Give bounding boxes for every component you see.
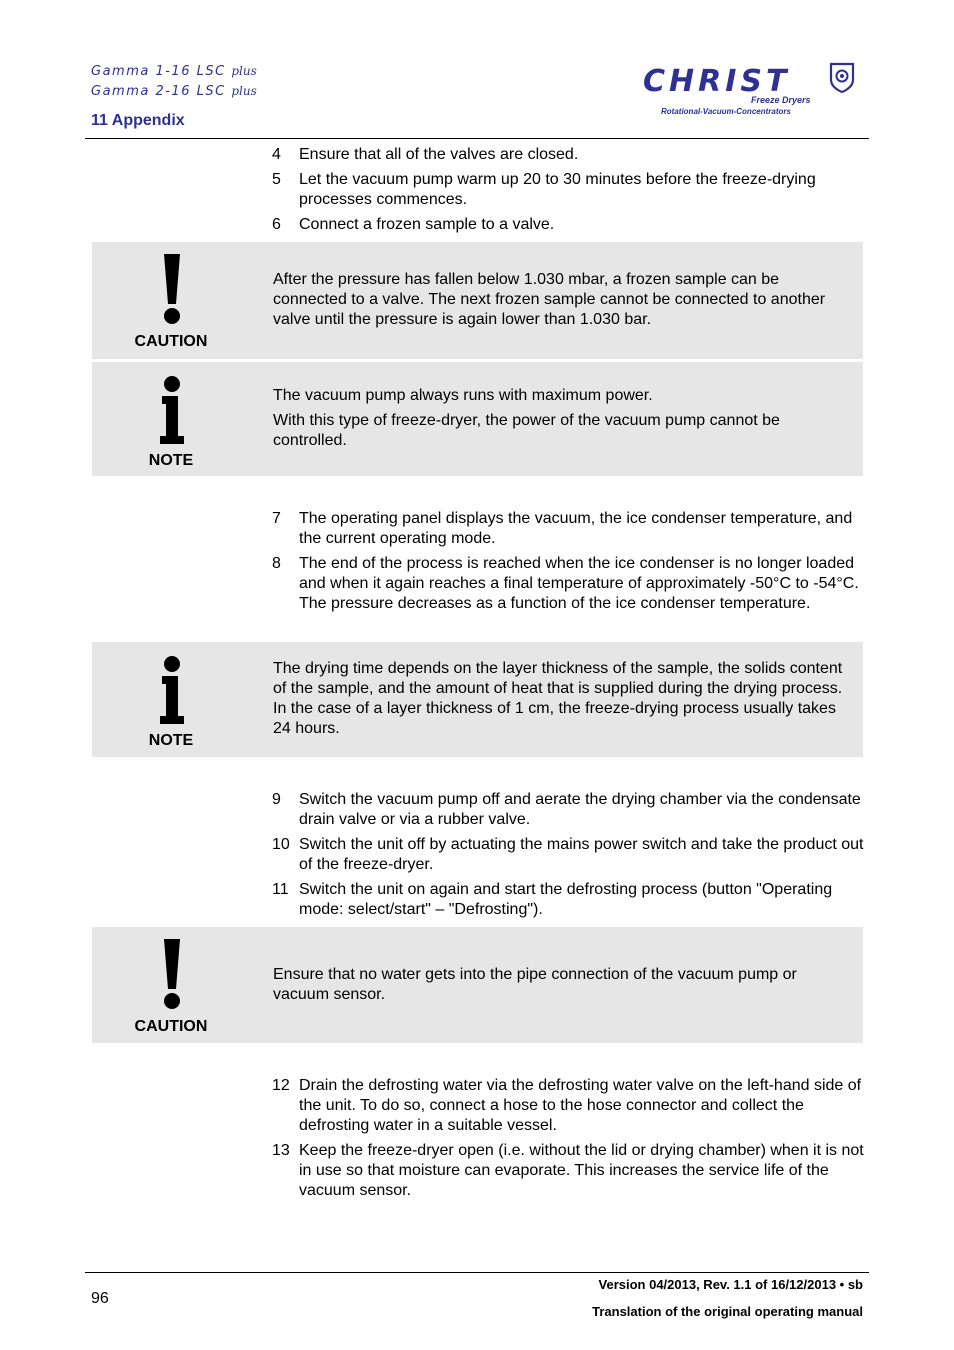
note-box <box>92 362 863 476</box>
step-number: 9 <box>272 791 281 808</box>
model-line-1 <box>91 64 257 79</box>
step-number: 4 <box>272 146 281 163</box>
step-text: Keep the freeze-dryer open (i.e. without the lid or drying chamber) when it is not in use so that moisture can evaporate. This increases the service life of the vacuum sensor. <box>299 1142 864 1199</box>
step-number: 8 <box>272 555 281 572</box>
header-rule <box>85 138 869 139</box>
list-item <box>272 170 864 210</box>
notice-label: NOTE <box>148 732 194 749</box>
step-text: Let the vacuum pump warm up 20 to 30 minutes before the freeze-drying processes commences. <box>299 171 816 208</box>
step-number: 13 <box>272 1142 290 1159</box>
caution-box <box>92 927 863 1043</box>
section-title: 11 Appendix <box>91 112 185 129</box>
list-item <box>272 790 864 830</box>
footer-rule <box>85 1272 869 1273</box>
steps-group-a <box>272 145 864 240</box>
logo-emblem-icon <box>829 62 855 94</box>
notice-text <box>273 386 855 456</box>
notice-text <box>273 659 855 744</box>
exclamation-icon <box>142 250 202 330</box>
logo-tagline-1: Freeze Dryers <box>751 95 811 105</box>
step-text: Connect a frozen sample to a valve. <box>299 216 555 233</box>
step-text: The operating panel displays the vacuum, the ice condenser temperature, and the current operating mode. <box>299 510 853 547</box>
notice-label: CAUTION <box>134 1018 208 1035</box>
translation-note: Translation of the original operating manual <box>592 1304 863 1319</box>
step-number: 12 <box>272 1077 290 1094</box>
list-item <box>272 554 864 614</box>
step-number: 5 <box>272 171 281 188</box>
steps-group-c <box>272 790 864 925</box>
notice-label: CAUTION <box>134 333 208 350</box>
paragraph: The vacuum pump always runs with maximum power. <box>273 387 653 404</box>
page-number: 96 <box>91 1290 109 1307</box>
step-number: 6 <box>272 216 281 233</box>
paragraph: The drying time depends on the layer thickness of the sample, the solids content of the sample, and the amount of heat that is supplied during the drying process. In the case of a layer thickness of 1 cm, the freeze-drying process usually takes 24 hours. <box>273 660 843 737</box>
notice-label: NOTE <box>148 452 194 469</box>
model-suffix: plus <box>231 64 257 78</box>
model-name: Gamma 2-16 LSC <box>91 84 226 99</box>
list-item <box>272 215 864 235</box>
logo-tagline-2: Rotational-Vacuum-Concentrators <box>661 107 791 116</box>
notice-text <box>273 270 855 335</box>
info-icon <box>142 652 202 732</box>
version-info: Version 04/2013, Rev. 1.1 of 16/12/2013 • sb <box>598 1277 863 1292</box>
paragraph: With this type of freeze-dryer, the power of the vacuum pump cannot be controlled. <box>273 412 780 449</box>
steps-group-b <box>272 509 864 619</box>
model-line-2 <box>91 84 257 99</box>
step-text: The end of the process is reached when the ice condenser is no longer loaded and when it again reaches a final temperature of approximately -50°C to -54°C. The pressure decreases as a function of the ice condenser temperature. <box>299 555 859 612</box>
list-item <box>272 880 864 920</box>
step-number: 10 <box>272 836 290 853</box>
logo-wordmark: CHRIST <box>643 64 791 99</box>
list-item <box>272 1141 864 1201</box>
note-box <box>92 642 863 757</box>
list-item <box>272 145 864 165</box>
step-text: Switch the vacuum pump off and aerate the drying chamber via the condensate drain valve or via a rubber valve. <box>299 791 861 828</box>
list-item <box>272 1076 864 1136</box>
list-item <box>272 509 864 549</box>
model-suffix: plus <box>231 84 257 98</box>
caution-box <box>92 242 863 359</box>
christ-logo <box>643 62 868 122</box>
paragraph: After the pressure has fallen below 1.030 mbar, a frozen sample can be connected to a valve. The next frozen sample cannot be connected to another valve until the pressure is again lower than 1.030 bar. <box>273 271 826 328</box>
exclamation-icon <box>142 935 202 1015</box>
step-text: Ensure that all of the valves are closed. <box>299 146 579 163</box>
step-number: 7 <box>272 510 281 527</box>
step-text: Drain the defrosting water via the defrosting water valve on the left-hand side of the unit. To do so, connect a hose to the hose connector and collect the defrosting water in a suitable vessel. <box>299 1077 862 1134</box>
paragraph: Ensure that no water gets into the pipe connection of the vacuum pump or vacuum sensor. <box>273 966 797 1003</box>
steps-group-d <box>272 1076 864 1206</box>
model-name: Gamma 1-16 LSC <box>91 64 226 79</box>
notice-text <box>273 965 855 1010</box>
step-text: Switch the unit off by actuating the mains power switch and take the product out of the freeze-dryer. <box>299 836 864 873</box>
step-number: 11 <box>272 881 289 898</box>
info-icon <box>142 372 202 452</box>
list-item <box>272 835 864 875</box>
step-text: Switch the unit on again and start the defrosting process (button "Operating mode: select/start" – "Defrosting"). <box>299 881 833 918</box>
